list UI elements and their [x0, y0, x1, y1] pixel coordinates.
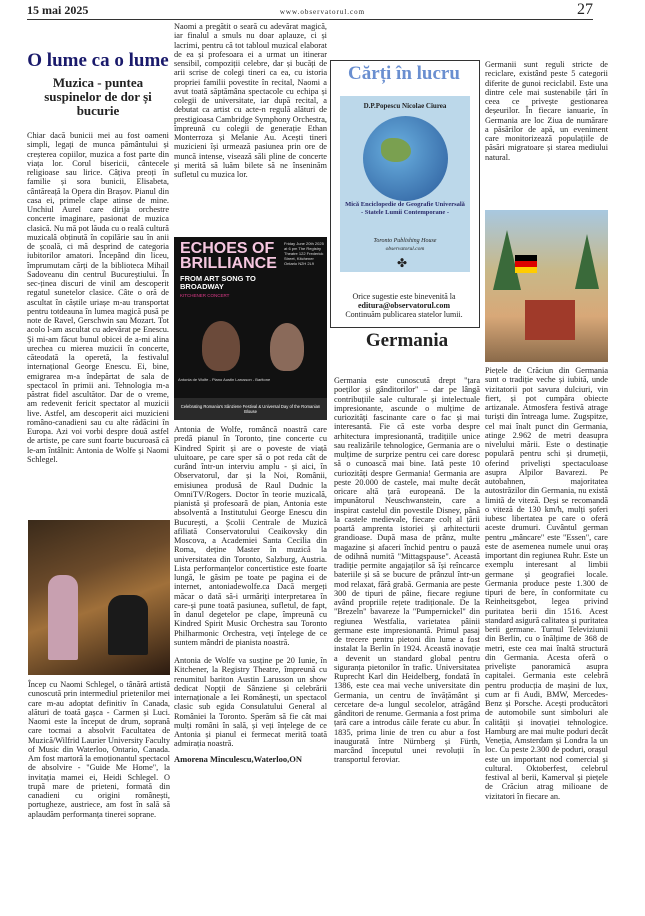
germany-title: Germania [365, 330, 449, 351]
concert-poster [174, 237, 327, 420]
poster-portrait-2 [270, 323, 304, 371]
maple-leaf-icon: ✤ [397, 256, 408, 270]
germany-paragraph: Germanii sunt reguli stricte de reciclare, existând peste 5 categorii diferite de gunoi reciclabil. Este una dintre cele mai sustenabile țări în ceea ce privește gestionarea deșeurilor. În fiecare ianuarie, în Germania are loc Ziua de numărare a păsărilor de apă, un eveniment care monitorizează populațiile de păsări migratoare și starea mediului natural. [485, 60, 608, 162]
book-cover [340, 96, 470, 272]
article-continuation-top [174, 22, 327, 179]
photo-caption-text [28, 680, 170, 819]
germany-column-1 [334, 376, 480, 765]
poster-title: ECHOES OF BRILLIANCE [180, 240, 277, 272]
caption-paragraph: Încep cu Naomi Schlegel, o tânără artistă cunoscută prin intermediul prietenilor mei care m-au adoptat definitiv în Canada, alături de toată gașca - Carmen și Luci. Naomi este la început de drum, soprană care tocmai a absolvit Facultatea de Muzică/Wilfrid Laurier University Faculty of Music din Waterloo, Ontario, Canada. Am fost martoră la emoționantul spectacol de absolvire - "Guide Me Home", la invitația mamei ei, Heidi Schlegel. O trupă mare de prieteni, formată din canadieni cu origini românești, portugheze, austriece, am fost în sală să aplaudăm performanța tinerei soprane. [28, 680, 170, 819]
poster-concert: KITCHENER CONCERT [180, 293, 230, 298]
book-publisher-site: observatorul.com [385, 246, 425, 252]
books-note-line-2: Continuăm publicarea statelor lumii. [345, 310, 463, 319]
site-url[interactable]: www.observatorul.com [279, 8, 366, 16]
christmas-market-image [485, 210, 608, 362]
german-flag-icon [515, 255, 537, 273]
concert-photo [28, 520, 170, 675]
article-paragraph: Antonia de Wolfe, româncă noastră care predă pianul în Toronto, ține concerte cu Kindred Spirit și are o poveste de viață uluitoare, pe care sper să o pot reda cât de curând într-un interviu amplu - și aici, în Observatorul, dar și la Noi, Românii, emisiunea produsă de Raul Dudnic la OmniTV/Rogers. Doctor în teorie muzicală, pianistă și profesoară de pian, Antonia este absolventă a Institutului George Enescu din București, a Școlii Centrale de Muzică afiliată Conservatorului Ceaikovsky din Moscova, a Academiei Santa Cecilia din Roma, deține Master în muzică la universitatea din Toronto, Salzburg, Austria. Lista performanțelor concertistice este foarte lungă, le găsim pe toate pe pagina ei de internet, antoniadewolfe.ca Dacă mergeți măcar o dată să-i urmăriți interpretarea în care-și pune toată pasiunea, sufletul, de fapt, în danul degetelor pe clape, împreună cu Kindred Spirit Music Orchestra sau Toronto Philharmonic Orchestra, veți înțelege de ce suntem mândri de pianista noastră. [174, 425, 327, 647]
poster-info: Friday June 20th 2025 at 6 pm The Registry Theatre 122 Frederick Street, Kitchener Ontario N2H 2L9 [284, 241, 324, 266]
book-authors: D.P.Popescu Nicolae Ciurea [363, 102, 447, 110]
globe-icon [363, 116, 448, 201]
page-number: 27 [577, 1, 593, 18]
poster-footer: Celebrating Romania's Sânziene Festival & Universal Day of the Romanian Blouse [174, 398, 327, 420]
article-title: Muzica - puntea suspinelor de dor și bucurie [44, 75, 152, 118]
books-note-line: Orice sugestie este binevenită la [352, 292, 456, 301]
germany-paragraph: Germania este cunoscută drept "țara poeților și gânditorilor" – dar pe lângă contribuțiile sale culturale și intelectuale impresionante, ascunde o mulțime de curiozități fascinante care o fac și mai interesantă. Fie că este vorba despre arhitectura impresionantă, tradițiile unice sau realizările tehnologice, Germania are o mulțime de surprize pentru cei care doresc să o cunoască mai bine. Iată peste 10 curiozități despre Germania! Germania are peste 20.000 de castele, mai multe decât oricare altă țară europeană. De la impunătorul Neuschwanstein, care a inspirat castelul din povestile Disney, până la castele medievale, fiecare colț al țării poartă amprenta istoriei și arhitecturii grandioase. După masa de prânz, multe magazine și afaceri închid pentru o pauză de odihnă numită "Mittagspause". Această tradiție permite angajaților să își reîncarce bateriile și să se bucure de prânzul într-un mod relaxat, fără grabă. Germania are peste 300 de tipuri de pâine, fiecare regiune având propriile rețete tradiționale. De la "Brezeln" bavareze la "Pumpernickel" din regiunea Westfalia, varietatea pâinii germane este impresionantă. Primul pasaj de trecere pentru pietoni din lume a fost instalat la Berlin în 1924. Această inovație a devenit un standard global pentru siguranța pietonilor în trafic. Universitatea Ruprecht Karl din Heidelberg, fondată în 1386, este cea mai veche universitate din Germania, un centru de învățământ și cercetare de-a lungul secolelor, atrăgând gânditori de renume. Germania a fost prima țară care a introdus căile ferate cu abur. În 1835, prima linie de tren cu abur a fost inaugurată între Nürnberg și Fürth, marcând începutul unei revoluții în transportul feroviar. [334, 376, 480, 765]
pianist-figure [108, 595, 148, 655]
germany-column-2-bottom [485, 366, 608, 801]
book-publisher: Toronto Publishing House [373, 238, 437, 244]
germany-column-2-top [485, 60, 608, 162]
poster-subtitle: FROM ART SONG TO BROADWAY [180, 274, 256, 291]
book-title: Mică Enciclopedie de Geografie Universală - Statele Lumii Contemporane - [345, 201, 465, 216]
market-stall-shape [525, 300, 575, 340]
article-body [27, 131, 169, 464]
header-divider [27, 19, 593, 20]
issue-date: 15 mai 2025 [27, 3, 89, 17]
article-continuation-bottom [174, 425, 327, 764]
article-paragraph: Naomi a pregătit o seară cu adevărat magică, iar finalul a smuls nu doar aplauze, ci și lacrimi, pentru că tot tabloul muzical elaborat de ea și profesoara ei a urmat un itinerar sensibil, compoziții celebre, dar și bucăți de arii scrise de colegi tineri ca ea, cu istoria propriei familii povestite în recital, Naomi a avut toată săptămâna spectacole cu echipa și colegii de universitate, iar după recital, a debutat ca artist cu acte-n regulă alături de prestigioasa Cambridge Symphony Orchestra, împreună cu colegii de generație Ethan Monterroza și Melanie Au. Acești tineri muzicieni își urmează pasiunea prin ore de muncă intense, visează săli pline de concerte și merită să luăm bilete să ne înseninăm sufletul cu muzica lor. [174, 22, 327, 179]
article-signature: Amorena Minculescu,Waterloo,ON [174, 753, 303, 764]
article-kicker: O lume ca o lume [27, 50, 169, 71]
singer-figure [48, 575, 78, 660]
poster-names: Antonia de Wolfe - Piano Austin Larusson - Baritone [178, 377, 271, 382]
article-paragraph: Antonia de Wolfe va susține pe 20 Iunie, în Kitchener, la Registry Theatre, împreună cu renumitul bariton Austin Larusson un show dedicat Nopții de Sânziene și celebrării internaționale a Iei Românești, un spectacol clasic sub egida Consulatului General al României la Toronto. Sperăm să fie cât mai mulți români în sală, și veți înțelege de ce Antonia și pianul ei fermecat merită toată admirația noastră. [174, 656, 327, 749]
tree-shape [575, 234, 599, 289]
article-paragraph: Chiar dacă bunicii mei au fost oameni simpli, legați de munca pământului și creșterea copiilor, muzica a fost parte din viața lor. Corul bisericii, cântecele religioase sau lirice. Câțiva preoți în familie și sora bunicii, Elisabeta, cântăreață la Opera din Brașov. Pianul din casa ei, primele clape atinse de mine. Unchiul Aurel care dirija orchestre concerte imaginare, pasionat de muzica clasică. Nu mă pot lăuda cu o reală cultură muzicală obținută în copilărie sau în anii de școală, ci mă desprind de categoria iubitorilor amatori. Începând din liceu, împrumutam cărți de la biblioteca Mihail Sadoveanu din centrul Bucureștiului. În sec-ținea discuri de vinil am descoperit regatul sunetelor clasice. Câte o oră de ascultat în căștile uriașe m-au transportat pentru totdeauna în lumea magică pusă pe note de Ravel, Gerschwin sau Mozart. Tot acolo l-am ascultat cu adevărat pe Enescu. Și mi-am făcut bunul obicei de a-mi alina urechea cu mierea muzicii în concerte, căteodată la operetă, la festivalul internațional George Enescu. Ei, bine, emigrarea m-a îndepărtat de sala de spectacol în primii ani. Tehnologia m-a păstrat fidel ascultător. Dar de o vreme, am redevenit fericit spectator al muzicii live. Astfel, am descoperit aici muzicieni româno-canadieni sau cu alte rădăcini în Europa. Azi voi vorbi despre două astfel de artiste, pe care sunt foarte bucuroasă că le-am întâlnit: Antonia de Wolfe și Naomi Schlegel. [27, 131, 169, 464]
books-note [333, 292, 475, 319]
books-email[interactable]: editura@observatorul.com [357, 301, 451, 310]
germany-paragraph: Piețele de Crăciun din Germania sunt o tradiție veche și iubită, unde vizitatorii pot savura dulciuri, vin fiert, și pot cumpăra obiecte artizanale. Atmosfera festivă atrage turiști din întreaga lume. Zugspitze, cel mai înalt punct din Germania, atinge 2.962 de metri deasupra nivelului mării. Este o destinație populară pentru schi și drumeții, oferind priveliști spectaculoase asupra Alpilor Bavarezi. Pe autobahnen, majoritatea autostrăzilor din Germania, nu există limită de viteză. Deși se recomandă o viteză de 130 km/h, mulți șoferi iubesc libertatea pe care o oferă aceste drumuri. Cuvântul german pentru „mâncare" este "Essen", care este de asemenea numele unui oraș important din regiunea Ruhr. Este un exemplu interesant al limbii germane și geografiei locale. Germania produce peste 1.300 de tipuri de bere, în conformitate cu Reinheitsgebot, legea privind puritatea berii din 1516. Acest standard asigură calitatea și puritatea berii germane. Turnul Televiziunii din Berlin, cu o înălțime de 368 de metri, este cea mai înaltă structură din Germania. Acesta oferă o priveliște panoramică asupra capitalei. Germania este celebră pentru producția de mașini de lux, cum ar fi Audi, BMW, Mercedes-Benz și Porsche. Acești producători de automobile sunt simboluri ale calității și inovației tehnologice. Hamburg are mai multe poduri decât Veneția, Amsterdam și Londra la un loc. Cu peste 2.300 de poduri, orașul este un important nod comercial și cultural. Oktoberfest, celebrul festival al berii, Kamerval și piețele de Crăciun atrag milioane de vizitatori în fiecare an. [485, 366, 608, 801]
books-title: Cărți în lucru [348, 63, 460, 84]
poster-portrait-1 [202, 321, 240, 371]
